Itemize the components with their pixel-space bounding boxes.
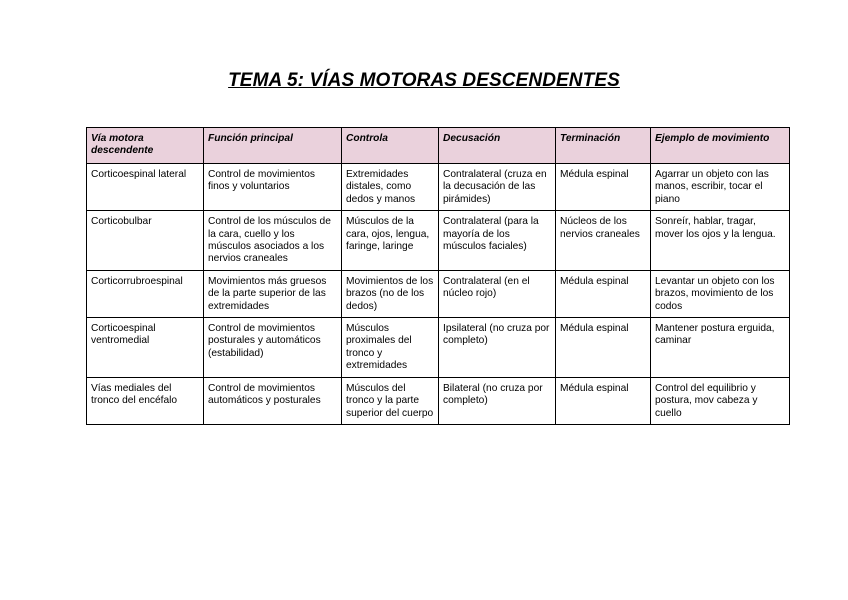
cell-via: Vías mediales del tronco del encéfalo: [87, 377, 204, 424]
cell-decusacion: Contralateral (para la mayoría de los músculos faciales): [439, 211, 556, 271]
cell-funcion: Movimientos más gruesos de la parte superior de las extremidades: [204, 270, 342, 317]
cell-funcion: Control de los músculos de la cara, cuello y los músculos asociados a los nervios craneales: [204, 211, 342, 271]
cell-terminacion: Médula espinal: [556, 164, 651, 211]
table-row: [87, 318, 790, 378]
table-row: [87, 211, 790, 271]
table-row: [87, 270, 790, 317]
cell-via: Corticobulbar: [87, 211, 204, 271]
cell-terminacion: Médula espinal: [556, 318, 651, 378]
cell-terminacion: Médula espinal: [556, 377, 651, 424]
cell-controla: Músculos del tronco y la parte superior del cuerpo: [342, 377, 439, 424]
cell-ejemplo: Sonreír, hablar, tragar, mover los ojos y la lengua.: [651, 211, 790, 271]
cell-via: Corticoespinal lateral: [87, 164, 204, 211]
cell-decusacion: Contralateral (en el núcleo rojo): [439, 270, 556, 317]
cell-terminacion: Médula espinal: [556, 270, 651, 317]
header-terminacion: Terminación: [556, 128, 651, 164]
header-ejemplo: Ejemplo de movimiento: [651, 128, 790, 164]
cell-funcion: Control de movimientos posturales y automáticos (estabilidad): [204, 318, 342, 378]
table-row: [87, 377, 790, 424]
cell-via: Corticorrubroespinal: [87, 270, 204, 317]
cell-controla: Extremidades distales, como dedos y manos: [342, 164, 439, 211]
table-header-row: [87, 128, 790, 164]
cell-via: Corticoespinal ventromedial: [87, 318, 204, 378]
cell-ejemplo: Agarrar un objeto con las manos, escribir, tocar el piano: [651, 164, 790, 211]
cell-funcion: Control de movimientos finos y voluntarios: [204, 164, 342, 211]
cell-controla: Músculos proximales del tronco y extremidades: [342, 318, 439, 378]
header-via-motora: Vía motora descendente: [87, 128, 204, 164]
cell-controla: Músculos de la cara, ojos, lengua, faringe, laringe: [342, 211, 439, 271]
header-funcion-principal: Función principal: [204, 128, 342, 164]
header-decusacion: Decusación: [439, 128, 556, 164]
motor-pathways-table: [86, 127, 790, 425]
document-title: TEMA 5: VÍAS MOTORAS DESCENDENTES: [228, 70, 620, 91]
cell-ejemplo: Mantener postura erguida, caminar: [651, 318, 790, 378]
cell-decusacion: Ipsilateral (no cruza por completo): [439, 318, 556, 378]
cell-funcion: Control de movimientos automáticos y posturales: [204, 377, 342, 424]
cell-ejemplo: Levantar un objeto con los brazos, movimiento de los codos: [651, 270, 790, 317]
cell-decusacion: Bilateral (no cruza por completo): [439, 377, 556, 424]
cell-terminacion: Núcleos de los nervios craneales: [556, 211, 651, 271]
cell-controla: Movimientos de los brazos (no de los dedos): [342, 270, 439, 317]
cell-decusacion: Contralateral (cruza en la decusación de las pirámides): [439, 164, 556, 211]
header-controla: Controla: [342, 128, 439, 164]
table-row: [87, 164, 790, 211]
cell-ejemplo: Control del equilibrio y postura, mov cabeza y cuello: [651, 377, 790, 424]
